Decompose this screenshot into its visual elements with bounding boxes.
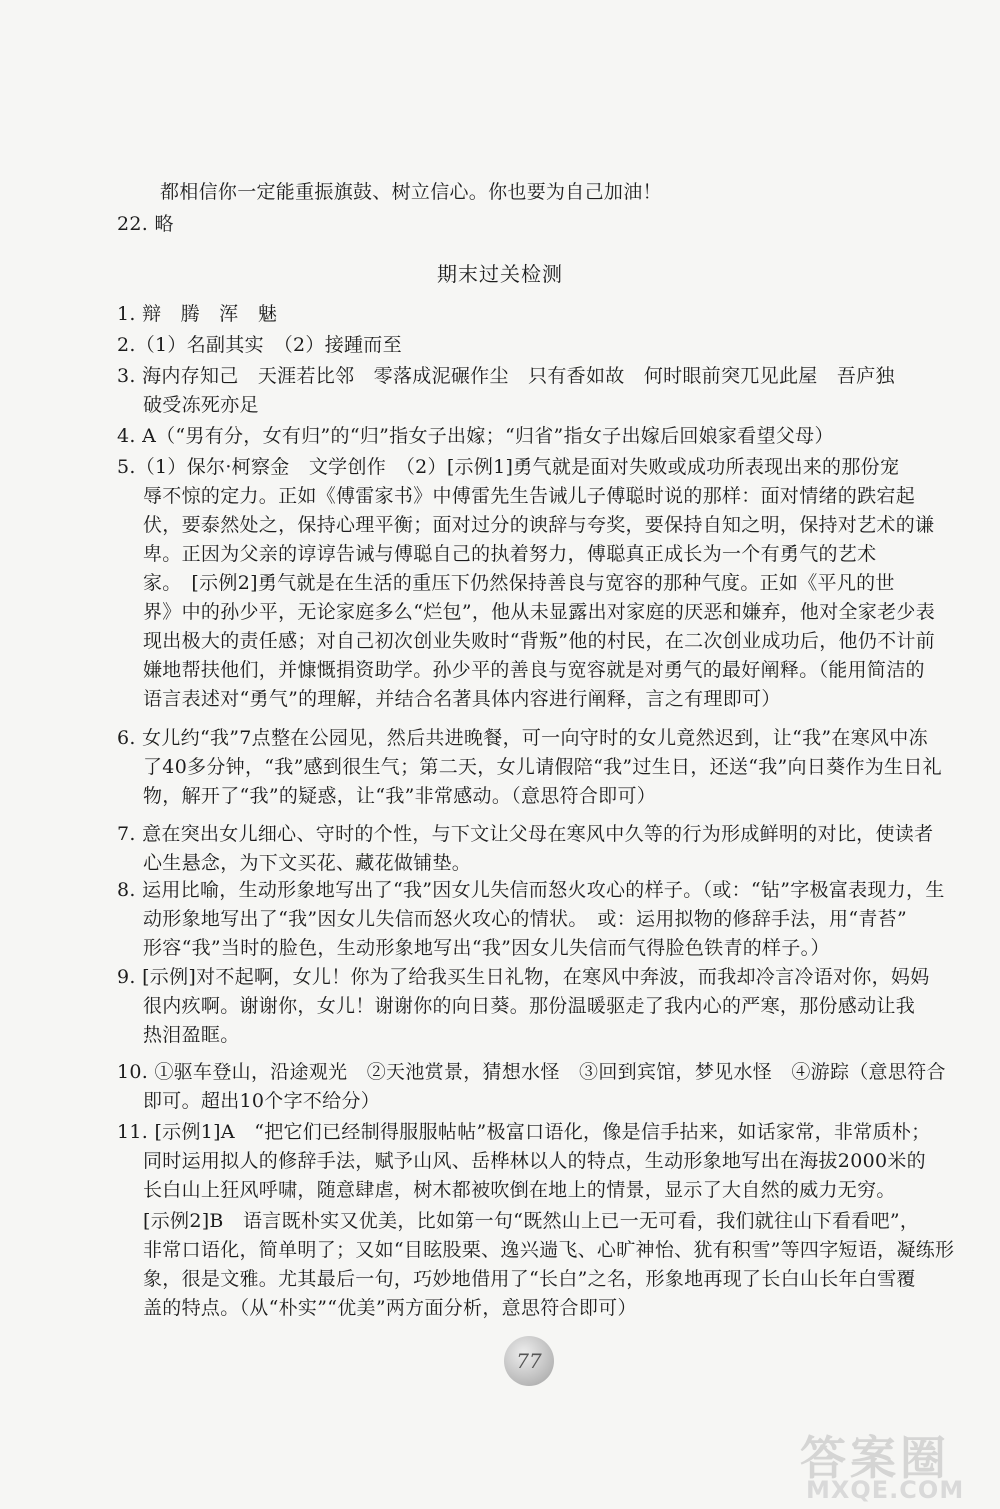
answer-line: 热泪盈眶。 — [143, 1024, 240, 1046]
answer-line: 现出极大的责任感；对自己初次创业失败时“背叛”他的村民，在二次创业成功后，他仍不计前 — [143, 630, 936, 652]
answer-line: 5.（1）保尔·柯察金 文学创作 （2）[示例1]勇气就是面对失败或成功所表现出来的那份宠 — [117, 456, 900, 478]
answer-line: 11. [示例1]A “把它们已经制得服服帖帖”极富口语化，像是信手拈来，如话家常，非常质朴； — [117, 1121, 931, 1143]
page-number: 77 — [516, 1349, 542, 1373]
answer-line: [示例2]B 语言既朴实又优美，比如第一句“既然山上已一无可看，我们就往山下看看吧”， — [143, 1210, 920, 1232]
answer-line: 伏，要泰然处之，保持心理平衡；面对过分的谀辞与夸奖，要保持自知之明，保持对艺术的谦 — [143, 514, 935, 536]
answer-line: 很内疚啊。谢谢你，女儿！谢谢你的向日葵。那份温暖驱走了我内心的严寒，那份感动让我 — [143, 995, 916, 1017]
answer-line: 界》中的孙少平，无论家庭多么“烂包”，他从未显露出对家庭的厌恶和嫌弃，他对全家老少表 — [143, 601, 936, 623]
item-22: 22. 略 — [117, 213, 174, 235]
answer-line: 9. [示例]对不起啊，女儿！你为了给我买生日礼物，在寒风中奔波，而我却冷言冷语对你，妈妈 — [117, 966, 930, 988]
answer-line: 破受冻死亦足 — [143, 394, 259, 416]
answer-line: 2.（1）名副其实 （2）接踵而至 — [117, 334, 402, 356]
answer-line: 即可。超出10个字不给分） — [143, 1090, 381, 1112]
answer-line: 了40多分钟，“我”感到很生气；第二天，女儿请假陪“我”过生日，还送“我”向日葵作为生日礼 — [143, 756, 942, 778]
answer-line: 卑。正因为父亲的谆谆告诫与傅聪自己的执着努力，傅聪真正成长为一个有勇气的艺术 — [143, 543, 877, 565]
watermark-url: MXQE.COM — [806, 1476, 965, 1504]
answer-line: 语言表述对“勇气”的理解，并结合名著具体内容进行阐释，言之有理即可） — [143, 688, 781, 710]
answer-line: 7. 意在突出女儿细心、守时的个性，与下文让父母在寒风中久等的行为形成鲜明的对比，使读者 — [117, 823, 934, 845]
answer-line: 心生悬念，为下文买花、藏花做铺垫。 — [143, 852, 472, 874]
page-number-badge — [504, 1336, 554, 1386]
watermark-logo — [790, 1420, 990, 1505]
answer-line: 动形象地写出了“我”因女儿失信而怒火攻心的情状。 或：运用拟物的修辞手法，用“青苔” — [143, 908, 907, 930]
continued-line: 都相信你一定能重振旗鼓、树立信心。你也要为自己加油！ — [160, 181, 662, 203]
answer-line: 物，解开了“我”的疑惑，让“我”非常感动。（意思符合即可） — [143, 785, 657, 807]
answer-line: 嫌地帮扶他们，并慷慨捐资助学。孙少平的善良与宽容就是对勇气的最好阐释。（能用简洁的 — [143, 659, 925, 681]
answer-line: 3. 海内存知己 天涯若比邻 零落成泥碾作尘 只有香如故 何时眼前突兀见此屋 吾庐独 — [117, 365, 895, 387]
answer-line: 形容“我”当时的脸色，生动形象地写出“我”因女儿失信而气得脸色铁青的样子。） — [143, 937, 830, 959]
answer-line: 同时运用拟人的修辞手法，赋予山风、岳桦林以人的特点，生动形象地写出在海拔2000米的 — [143, 1150, 926, 1172]
answer-line: 6. 女儿约“我”7点整在公园见，然后共进晚餐，可一向守时的女儿竟然迟到，让“我”在寒风中冻 — [117, 727, 928, 749]
watermark-title: 答案圈 — [800, 1431, 950, 1485]
answer-line: 家。 [示例2]勇气就是在生活的重压下仍然保持善良与宽容的那种气度。正如《平凡的世 — [143, 572, 895, 594]
answer-line: 4. A（“男有分，女有归”的“归”指女子出嫁；“归省”指女子出嫁后回娘家看望父母） — [117, 425, 834, 447]
answer-line: 1. 辩 腾 浑 魅 — [117, 303, 278, 325]
answer-line: 长白山上狂风呼啸，随意肆虐，树木都被吹倒在地上的情景，显示了大自然的威力无穷。 — [143, 1179, 896, 1201]
answer-line: 非常口语化，简单明了；又如“目眩股栗、逸兴遄飞、心旷神怡、犹有积雪”等四字短语，凝练形 — [143, 1239, 955, 1261]
answer-line: 辱不惊的定力。正如《傅雷家书》中傅雷先生告诫儿子傅聪时说的那样：面对情绪的跌宕起 — [143, 485, 916, 507]
answer-line: 象，很是文雅。尤其最后一句，巧妙地借用了“长白”之名，形象地再现了长白山长年白雪覆 — [143, 1268, 916, 1290]
answer-line: 8. 运用比喻，生动形象地写出了“我”因女儿失信而怒火攻心的样子。（或：“钻”字极富表现力，生 — [117, 879, 945, 901]
answer-line: 10. ①驱车登山，沿途观光 ②天池赏景，猜想水怪 ③回到宾馆，梦见水怪 ④游踪（意思符合 — [117, 1061, 946, 1083]
answer-line: 盖的特点。（从“朴实”“优美”两方面分析，意思符合即可） — [143, 1297, 637, 1319]
section-title: 期末过关检测 — [437, 262, 563, 286]
